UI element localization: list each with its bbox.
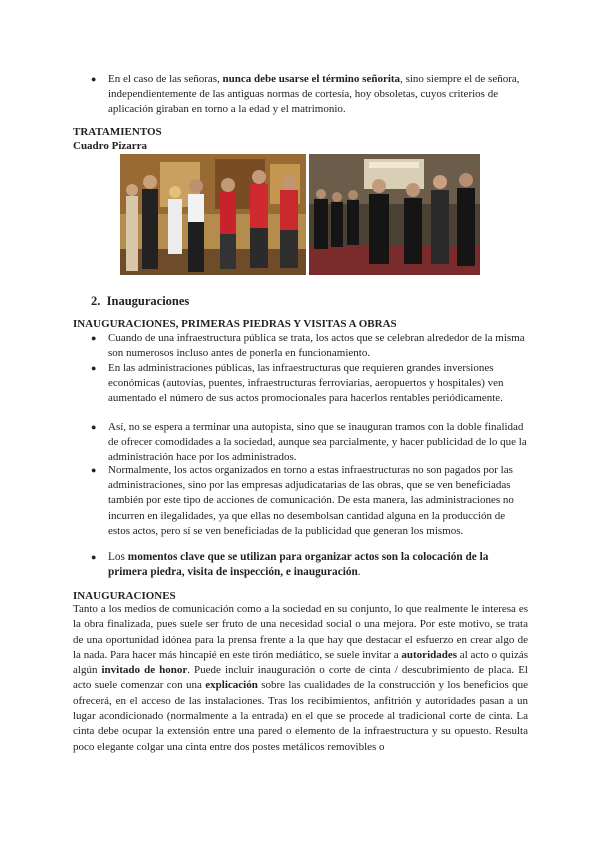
inauguraciones-paragraph: Tanto a los medios de comunicación como a la sociedad en su conjunto, lo que realmente le interesa es la obra finalizada, pues suele ser fruto de una necesidad social o una mejora. Por este motivo, se trata de una oportunidad idónea para la prensa frente a la que hay que destacar el esfuerzo en crear algo de la nada. Para hacer más hincapié en este tirón mediático, se suele invitar a autoridades al acto o quizás algún invitado de honor. Puede incluir inauguración o corte de cinta / descubrimiento de placa. El acto suele comenzar con una explicación sobre las cualidades de la construcción y los beneficios que ofrecerá, en el acceso de las instalaciones. Tras los recibimientos, anfitrión y autoridades pasan a un lugar acondicionado (normalmente a la entrada) en el que se procede al tradicional corte de cinta. La cinta debe ocupar la extensión entre una pared o elemento de la infraestructura y su opuesto. Resulta poco elegante colgar una cinta entre dos postes metálicos removibles o [73,603,528,753]
cuadro-pizarra-subheading: Cuadro Pizarra [73,140,148,152]
reception-photo-right [309,154,480,275]
list-item-key-moments: Los momentos clave que se utilizan para organizar actos son la colocación de la primera piedra, visita de inspección, e inauguración. [108,551,489,579]
bullet-dot: ● [91,74,97,84]
intro-bullet-text: En el caso de las señoras, nunca debe usarse el término señorita, sino siempre el de señora, independientemente de las antiguas normas de cortesía, hoy obsoletas, cuyos criterios de aplicación giraban en torno a la edad y el matrimonio. [108,73,520,116]
bullet-dot: ● [91,422,97,432]
bullet-dot: ● [91,465,97,475]
inauguraciones-primeras-piedras-heading: INAUGURACIONES, PRIMERAS PIEDRAS Y VISITAS A OBRAS [73,318,397,330]
reception-photo-left [120,154,306,275]
list-item: Así, no se espera a terminar una autopista, sino que se inauguran tramos con la doble finalidad de ofrecer comodidades a la sociedad, aunque sea parcialmente, y hacer publicidad de lo que la administración hace por los administrados. [108,421,527,464]
bullet-dot: ● [91,363,97,373]
tratamientos-heading: TRATAMIENTOS [73,126,162,138]
section-2-title: 2. Inauguraciones [91,294,190,308]
bullet-dot: ● [91,552,97,562]
list-item: Cuando de una infraestructura pública se trata, los actos que se celebran alrededor de la misma son numerosos incluso antes de ponerla en funcionamiento. [108,332,525,360]
list-item: Normalmente, los actos organizados en torno a estas infraestructuras no son pagados por las administraciones, sino por las empresas adjudicatarias de las obras, que se ven beneficiadas también por este tipo de acciones de comunicación. De esta manera, las administraciones no incurren en ilegalidades, ya que ellas no desembolsan cantidad alguna en la producción de estos actos, pero sí se ven beneficiadas de la publicidad que generan los mismos. [108,464,514,537]
bullet-dot: ● [91,333,97,343]
list-item: En las administraciones públicas, las infraestructuras que requieren grandes inversiones económicas (autovías, puentes, infraestructuras ferroviarias, aeropuertos y hospitales) ven aumentado el número de sus actos promocionales para hacerlos rentables periódicamente. [108,362,504,405]
inauguraciones-heading: INAUGURACIONES [73,590,176,602]
